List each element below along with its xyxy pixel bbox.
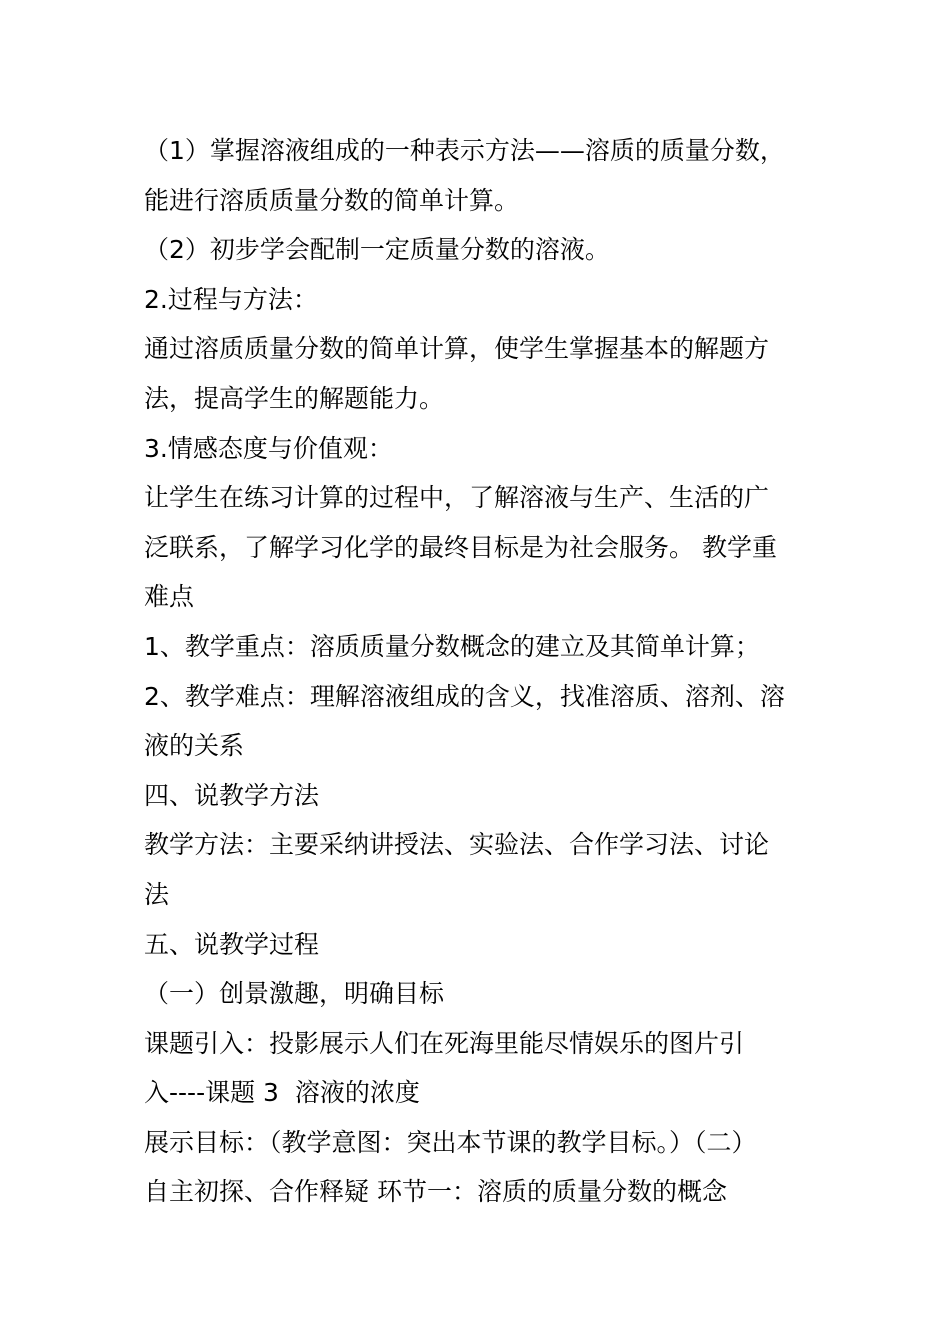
- objective-1-line-2: 能进行溶质质量分数的简单计算。: [144, 185, 520, 215]
- emotion-values-line-1: 让学生在练习计算的过程中，了解溶液与生产、生活的广: [144, 483, 770, 513]
- teaching-methods-line-2: 法: [144, 879, 170, 909]
- emotion-values-line-3: 难点: [144, 582, 195, 612]
- objective-1-line-1: （1）掌握溶液组成的一种表示方法——溶质的质量分数，: [144, 136, 785, 165]
- heading-teaching-methods: 四、说教学方法: [144, 780, 320, 810]
- process-method-line-2: 法，提高学生的解题能力。: [144, 383, 445, 413]
- document-body: [144, 126, 814, 1217]
- heading-process-method: 2.过程与方法：: [144, 284, 318, 314]
- topic-intro-line-1: 课题引入：投影展示人们在死海里能尽情娱乐的图片引: [144, 1028, 745, 1058]
- objective-2: （2）初步学会配制一定质量分数的溶液。: [144, 235, 610, 265]
- process-method-line-1: 通过溶质质量分数的简单计算，使学生掌握基本的解题方: [144, 334, 770, 364]
- show-objectives-line: 展示目标：（教学意图：突出本节课的教学目标。）（二）: [144, 1127, 757, 1157]
- heading-teaching-process: 五、说教学过程: [144, 929, 320, 959]
- topic-intro-line-2: 入----课题 3 溶液的浓度: [144, 1078, 420, 1108]
- teaching-difficulty-line-2: 液的关系: [144, 731, 245, 761]
- process-step-1: （一）创景激趣，明确目标: [144, 979, 445, 1009]
- teaching-key-point: 1、教学重点：溶质质量分数概念的建立及其简单计算；: [144, 631, 760, 661]
- emotion-values-line-2: 泛联系，了解学习化学的最终目标是为社会服务。 教学重: [144, 532, 777, 562]
- teaching-difficulty-line-1: 2、教学难点：理解溶液组成的含义，找准溶质、溶剂、溶: [144, 681, 785, 711]
- heading-emotion-values: 3.情感态度与价值观：: [144, 433, 393, 463]
- process-step-2-line: 自主初探、合作释疑 环节一：溶质的质量分数的概念: [144, 1177, 727, 1207]
- teaching-methods-line-1: 教学方法：主要采纳讲授法、实验法、合作学习法、讨论: [144, 830, 770, 860]
